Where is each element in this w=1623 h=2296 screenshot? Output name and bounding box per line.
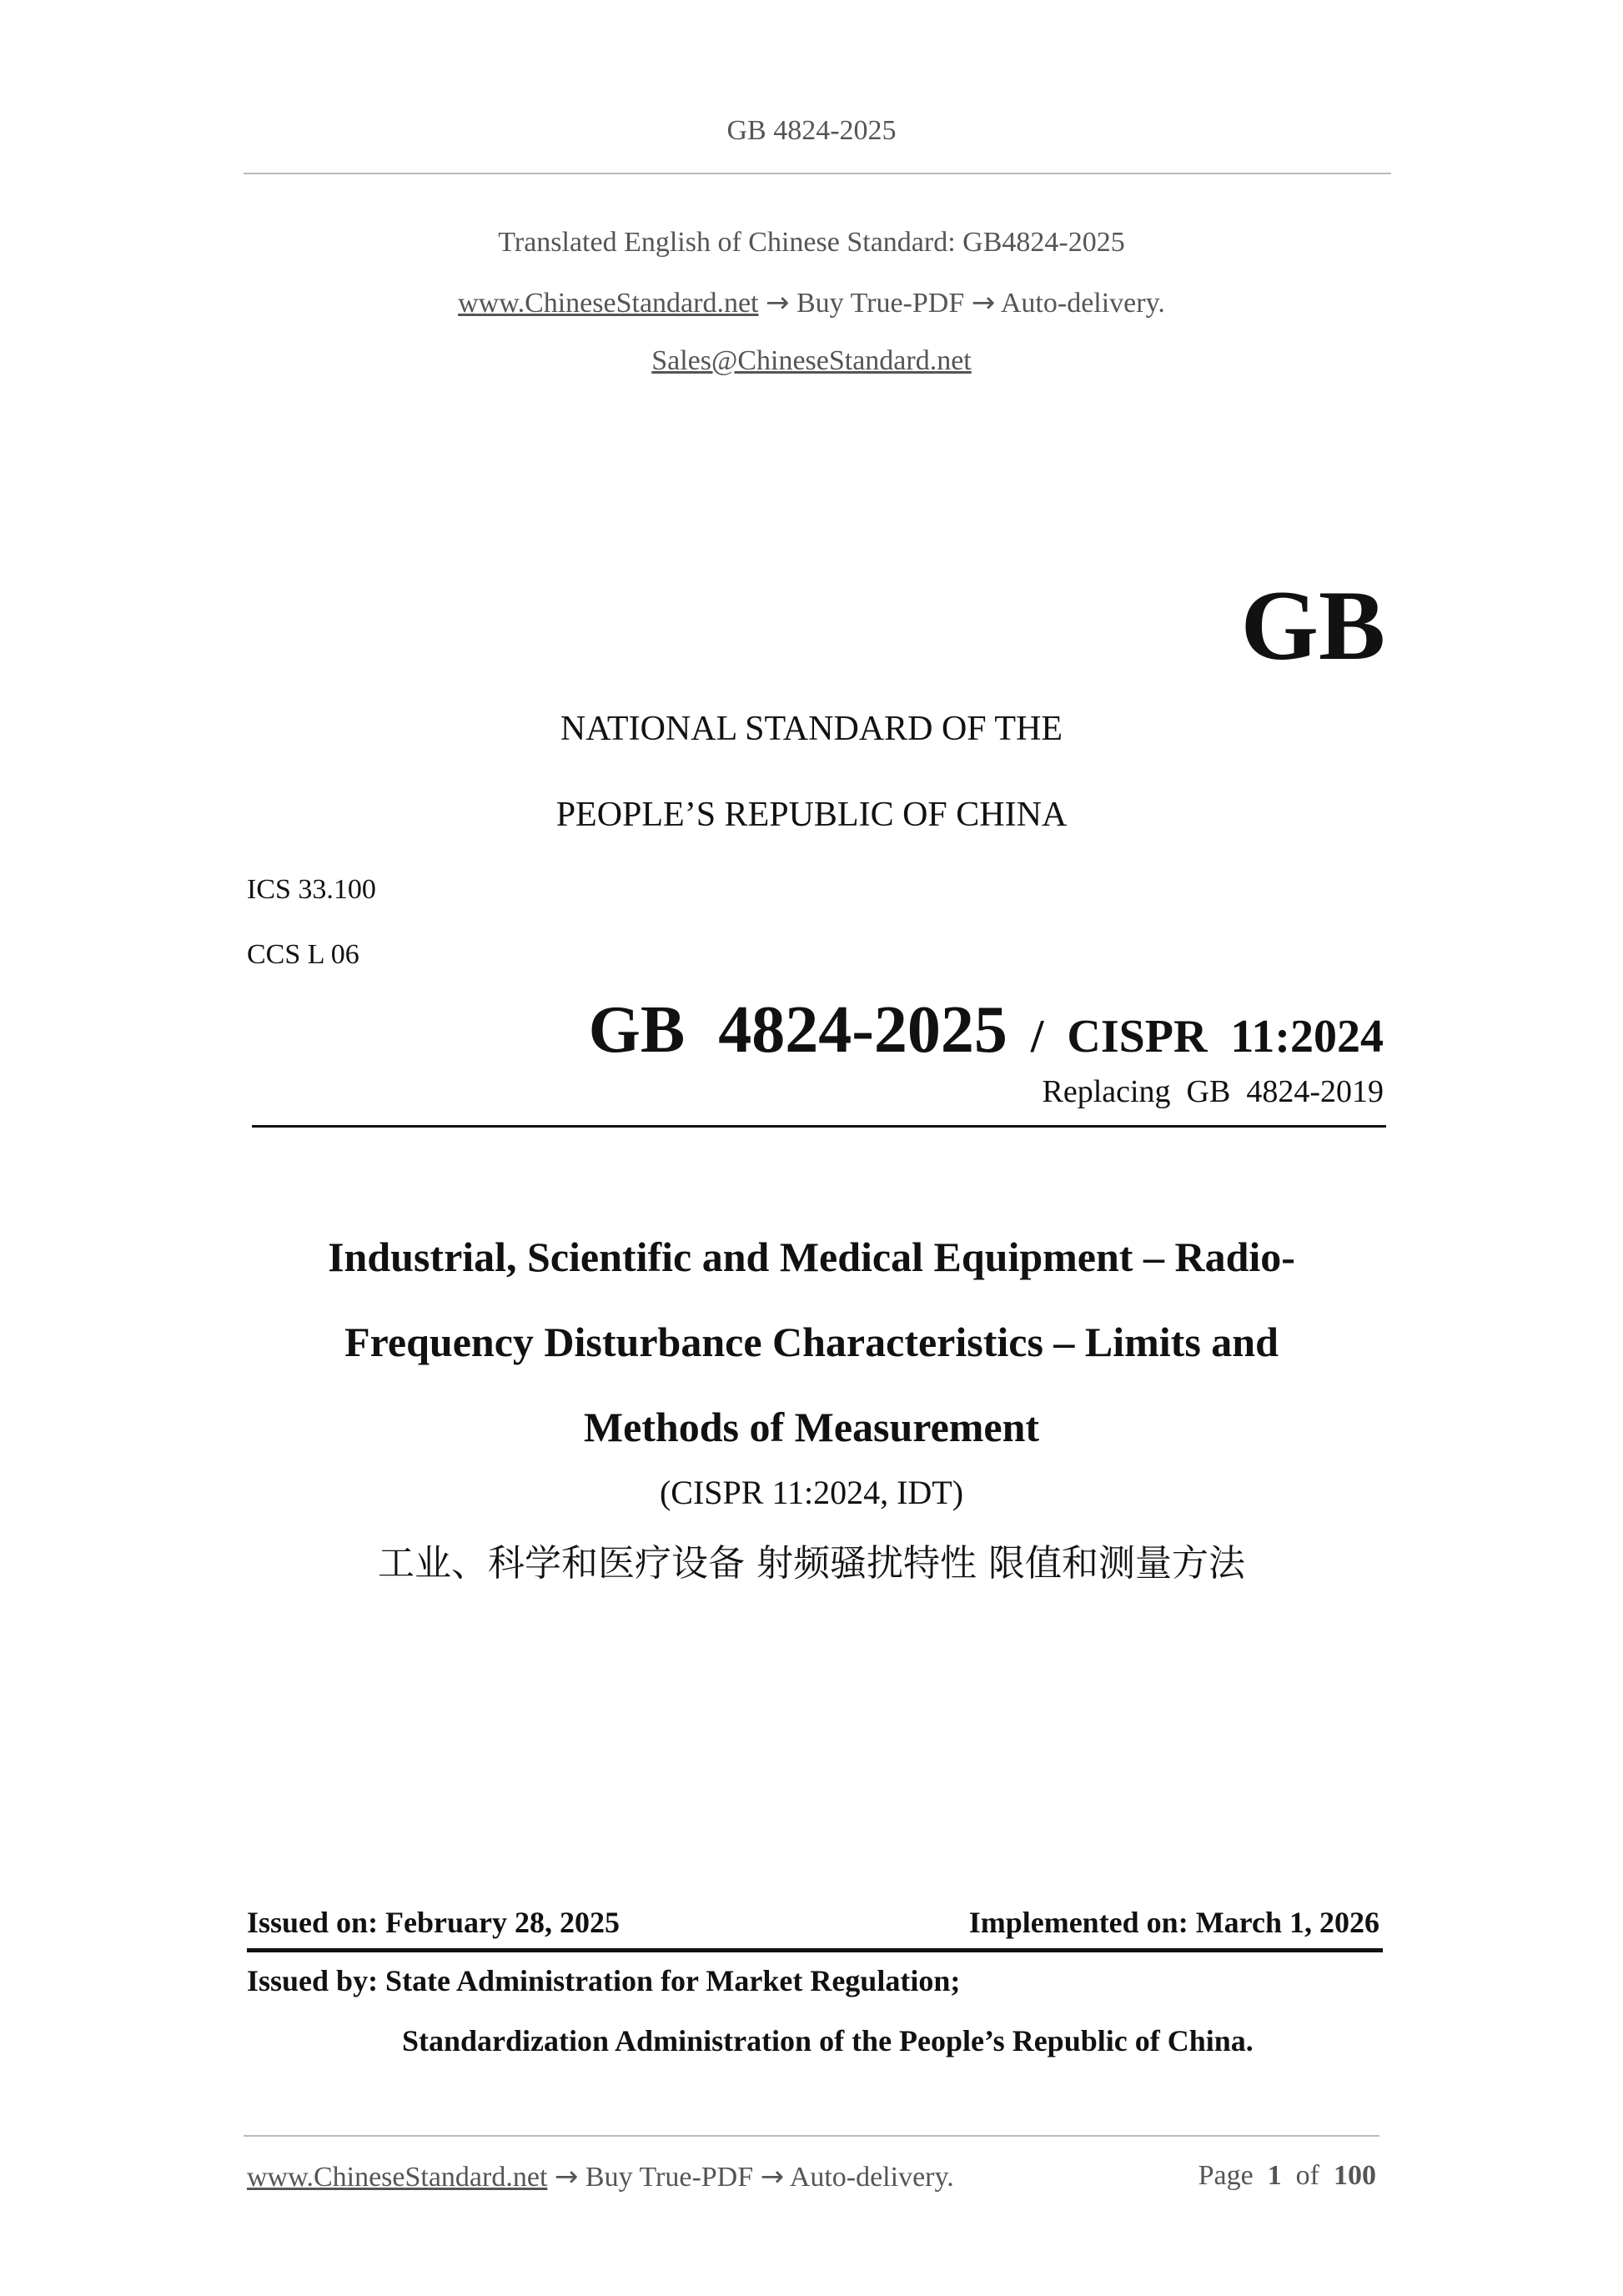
buy-true-pdf-text: Buy True-PDF [796,288,965,319]
auto-delivery-text: Auto-delivery. [1000,288,1165,319]
header-divider [244,173,1391,174]
ccs-code: CCS L 06 [247,939,359,970]
page-number: 1 [1267,2160,1282,2191]
page-label: Page [1198,2160,1254,2191]
issued-on: Issued on: February 28, 2025 [247,1906,621,1939]
arrow-right-icon: → [760,2160,785,2193]
gb-mark: GB [1240,570,1385,681]
translated-notice: Translated English of Chinese Standard: GB4824-2025 [498,227,1125,258]
footer-buy-true-pdf-text: Buy True-PDF [585,2162,754,2193]
issued-by-line-2: Standardization Administration of the People’s Republic of China. [402,2024,1254,2057]
of-label: of [1295,2160,1319,2191]
title-line-1: Industrial, Scientific and Medical Equipment – Radio- [328,1233,1295,1280]
total-pages: 100 [1334,2160,1376,2191]
sales-email-link[interactable]: Sales@ChineseStandard.net [651,345,972,376]
cispr-number: CISPR 11:2024 [1067,1011,1384,1063]
arrow-right-icon: → [766,286,790,319]
ics-code: ICS 33.100 [247,874,376,905]
replacing-note: Replacing GB 4824-2019 [1042,1074,1384,1109]
standard-divider [252,1125,1386,1128]
footer-purchase-line [247,2160,954,2193]
title-line-2: Frequency Disturbance Characteristics – Limits and [344,1319,1279,1365]
footer-site-link[interactable]: www.ChineseStandard.net [247,2162,548,2193]
arrow-right-icon: → [554,2160,579,2193]
equivalence-note: (CISPR 11:2024, IDT) [659,1474,964,1511]
purchase-line [0,286,1623,319]
chinese-title: 工业、科学和医疗设备 射频骚扰特性 限值和测量方法 [378,1542,1245,1585]
national-standard-line-1: NATIONAL STANDARD OF THE [560,710,1063,748]
email-line [0,345,1623,377]
page-indicator [1198,2160,1376,2192]
slash-separator: / [1030,1011,1044,1063]
footer-divider [244,2135,1379,2137]
issued-by-line-1: Issued by: State Administration for Market Regulation; [247,1964,961,1997]
standard-number-block [589,988,1384,1078]
running-header-title: GB 4824-2025 [726,115,897,146]
national-standard-line-2: PEOPLE’S REPUBLIC OF CHINA [555,796,1068,834]
standard-number: GB 4824-2025 [588,993,1007,1067]
site-link[interactable]: www.ChineseStandard.net [458,288,759,319]
implemented-on: Implemented on: March 1, 2026 [968,1906,1379,1939]
footer-auto-delivery-text: Auto-delivery. [789,2162,954,2193]
arrow-right-icon: → [971,286,996,319]
title-line-3: Methods of Measurement [583,1404,1040,1450]
issue-divider [247,1948,1383,1952]
